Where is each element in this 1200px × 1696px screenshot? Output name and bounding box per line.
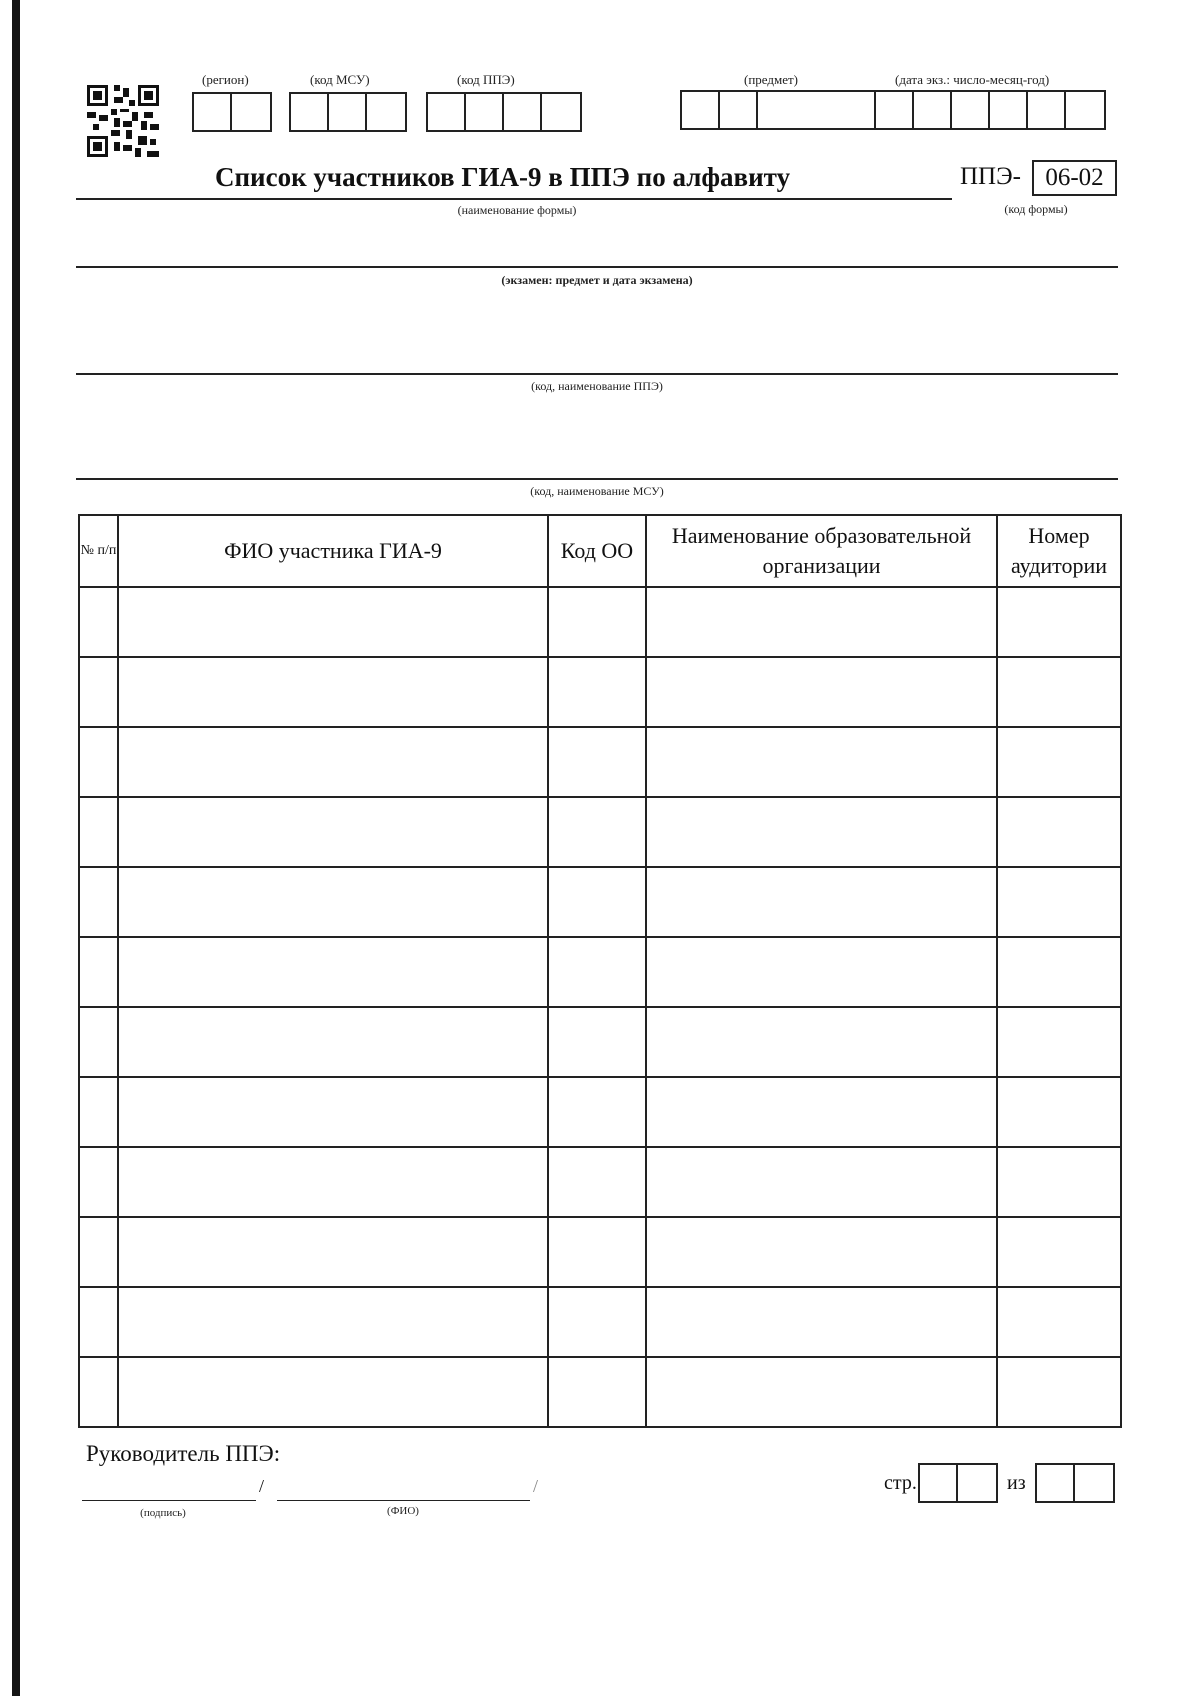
name-line[interactable] — [277, 1500, 530, 1501]
date-digit-box[interactable] — [952, 92, 990, 128]
table-cell[interactable] — [646, 1007, 997, 1077]
table-cell[interactable] — [79, 937, 118, 1007]
ppe-code-caption: (код ППЭ) — [457, 72, 515, 87]
exam-caption: (экзамен: предмет и дата экзамена) — [501, 273, 693, 287]
qr-code-icon — [87, 85, 159, 157]
table-cell[interactable] — [118, 1217, 548, 1287]
subject-digit-box[interactable] — [682, 92, 720, 128]
table-cell[interactable] — [118, 1007, 548, 1077]
form-code-caption: (код формы) — [1004, 202, 1068, 216]
table-cell[interactable] — [997, 1357, 1121, 1427]
table-cell[interactable] — [997, 1287, 1121, 1357]
table-cell[interactable] — [548, 1287, 646, 1357]
table-row — [79, 727, 1121, 797]
table-cell[interactable] — [997, 587, 1121, 657]
signature-line[interactable] — [82, 1500, 256, 1501]
scan-edge-bar — [12, 0, 20, 1696]
date-digit-box[interactable] — [914, 92, 952, 128]
msu-caption: (код, наименование МСУ) — [530, 484, 664, 498]
page-digit-box[interactable] — [958, 1465, 996, 1501]
table-cell[interactable] — [997, 1147, 1121, 1217]
table-cell[interactable] — [79, 727, 118, 797]
msu-digit-box[interactable] — [291, 94, 329, 130]
table-cell[interactable] — [646, 937, 997, 1007]
date-digit-box[interactable] — [990, 92, 1028, 128]
separator-slash: / — [533, 1476, 539, 1496]
form-code-box: 06-02 — [1032, 160, 1117, 196]
table-row — [79, 937, 1121, 1007]
table-cell[interactable] — [118, 937, 548, 1007]
table-row — [79, 1217, 1121, 1287]
table-cell[interactable] — [118, 1077, 548, 1147]
name-caption: (ФИО) — [387, 1505, 419, 1517]
total-digit-box[interactable] — [1075, 1465, 1113, 1501]
table-row — [79, 1147, 1121, 1217]
ppe-input-line[interactable] — [76, 373, 1118, 375]
column-header-number: № п/п — [79, 515, 118, 587]
table-cell[interactable] — [997, 797, 1121, 867]
msu-digit-box[interactable] — [329, 94, 367, 130]
table-cell[interactable] — [118, 657, 548, 727]
table-cell[interactable] — [79, 1357, 118, 1427]
table-cell[interactable] — [79, 867, 118, 937]
table-cell[interactable] — [997, 727, 1121, 797]
table-cell[interactable] — [79, 797, 118, 867]
table-cell[interactable] — [646, 1217, 997, 1287]
msu-input-line[interactable] — [76, 478, 1118, 480]
msu-digit-box[interactable] — [367, 94, 405, 130]
table-cell[interactable] — [548, 797, 646, 867]
table-row — [79, 657, 1121, 727]
subject-date-boxes[interactable] — [680, 90, 1106, 130]
table-row — [79, 587, 1121, 657]
ppe-caption: (код, наименование ППЭ) — [531, 379, 663, 393]
date-digit-box[interactable] — [876, 92, 914, 128]
page-label: стр. — [884, 1472, 917, 1494]
of-label: из — [1007, 1472, 1026, 1494]
table-cell[interactable] — [118, 1287, 548, 1357]
table-cell[interactable] — [548, 1007, 646, 1077]
table-row — [79, 797, 1121, 867]
table-cell[interactable] — [997, 657, 1121, 727]
ppe-digit-box[interactable] — [504, 94, 542, 130]
subject-caption: (предмет) — [744, 72, 799, 87]
region-caption: (регион) — [202, 72, 249, 87]
table-cell[interactable] — [118, 797, 548, 867]
table-cell[interactable] — [646, 1357, 997, 1427]
table-cell[interactable] — [79, 1007, 118, 1077]
table-cell[interactable] — [997, 1217, 1121, 1287]
region-digit-box[interactable] — [194, 94, 232, 130]
date-digit-box[interactable] — [1066, 92, 1104, 128]
table-cell[interactable] — [548, 1077, 646, 1147]
column-header-school-name: Наименование образовательной организации — [646, 515, 997, 587]
table-cell[interactable] — [646, 727, 997, 797]
table-cell[interactable] — [548, 937, 646, 1007]
exam-date-caption: (дата экз.: число-месяц-год) — [895, 72, 1050, 87]
column-header-school-code: Код ОО — [548, 515, 646, 587]
total-digit-box[interactable] — [1037, 1465, 1075, 1501]
table-cell[interactable] — [646, 797, 997, 867]
table-cell[interactable] — [646, 587, 997, 657]
table-cell[interactable] — [118, 587, 548, 657]
column-header-room: Номер аудитории — [997, 515, 1121, 587]
table-row — [79, 1007, 1121, 1077]
region-boxes[interactable] — [192, 92, 272, 132]
table-cell[interactable] — [79, 1077, 118, 1147]
table-cell[interactable] — [118, 1147, 548, 1217]
table-row — [79, 1357, 1121, 1427]
form-code-prefix: ППЭ- — [960, 163, 1021, 190]
ppe-digit-box[interactable] — [466, 94, 504, 130]
table-cell[interactable] — [646, 867, 997, 937]
title-underline — [76, 198, 952, 200]
table-cell[interactable] — [118, 867, 548, 937]
column-header-name: ФИО участника ГИА-9 — [118, 515, 548, 587]
participants-table — [78, 514, 1122, 1428]
subject-digit-box[interactable] — [720, 92, 758, 128]
table-cell[interactable] — [548, 1217, 646, 1287]
table-cell[interactable] — [646, 1287, 997, 1357]
msu-code-caption: (код МСУ) — [310, 72, 370, 87]
separator-slash: / — [259, 1476, 265, 1496]
table-cell[interactable] — [548, 1147, 646, 1217]
table-cell[interactable] — [997, 1077, 1121, 1147]
region-digit-box[interactable] — [232, 94, 270, 130]
ppe-digit-box[interactable] — [428, 94, 466, 130]
table-cell[interactable] — [997, 867, 1121, 937]
subject-name-box[interactable] — [758, 92, 876, 128]
date-digit-box[interactable] — [1028, 92, 1066, 128]
table-cell[interactable] — [646, 1147, 997, 1217]
exam-input-line[interactable] — [76, 266, 1118, 268]
msu-code-boxes[interactable] — [289, 92, 407, 132]
ppe-code-boxes[interactable] — [426, 92, 582, 132]
table-cell[interactable] — [79, 1287, 118, 1357]
table-row — [79, 867, 1121, 937]
table-row — [79, 1077, 1121, 1147]
ppe-digit-box[interactable] — [542, 94, 580, 130]
table-cell[interactable] — [548, 727, 646, 797]
table-cell[interactable] — [79, 1147, 118, 1217]
ppe-head-label: Руководитель ППЭ: — [86, 1441, 281, 1466]
table-cell[interactable] — [118, 1357, 548, 1427]
table-cell[interactable] — [646, 1077, 997, 1147]
table-row — [79, 1287, 1121, 1357]
form-name-caption: (наименование формы) — [457, 203, 577, 217]
form-title: Список участников ГИА-9 в ППЭ по алфавиту — [215, 162, 791, 192]
signature-caption: (подпись) — [140, 1507, 186, 1519]
table-cell[interactable] — [997, 1007, 1121, 1077]
table-cell[interactable] — [548, 587, 646, 657]
page-digit-box[interactable] — [920, 1465, 958, 1501]
table-cell[interactable] — [548, 867, 646, 937]
total-pages-boxes[interactable] — [1035, 1463, 1115, 1503]
table-cell[interactable] — [548, 657, 646, 727]
table-header-row — [79, 515, 1121, 587]
table-cell[interactable] — [118, 727, 548, 797]
table-cell[interactable] — [997, 937, 1121, 1007]
table-cell[interactable] — [646, 657, 997, 727]
table-cell[interactable] — [79, 587, 118, 657]
page-number-boxes[interactable] — [918, 1463, 998, 1503]
table-cell[interactable] — [548, 1357, 646, 1427]
table-cell[interactable] — [79, 657, 118, 727]
table-cell[interactable] — [79, 1217, 118, 1287]
